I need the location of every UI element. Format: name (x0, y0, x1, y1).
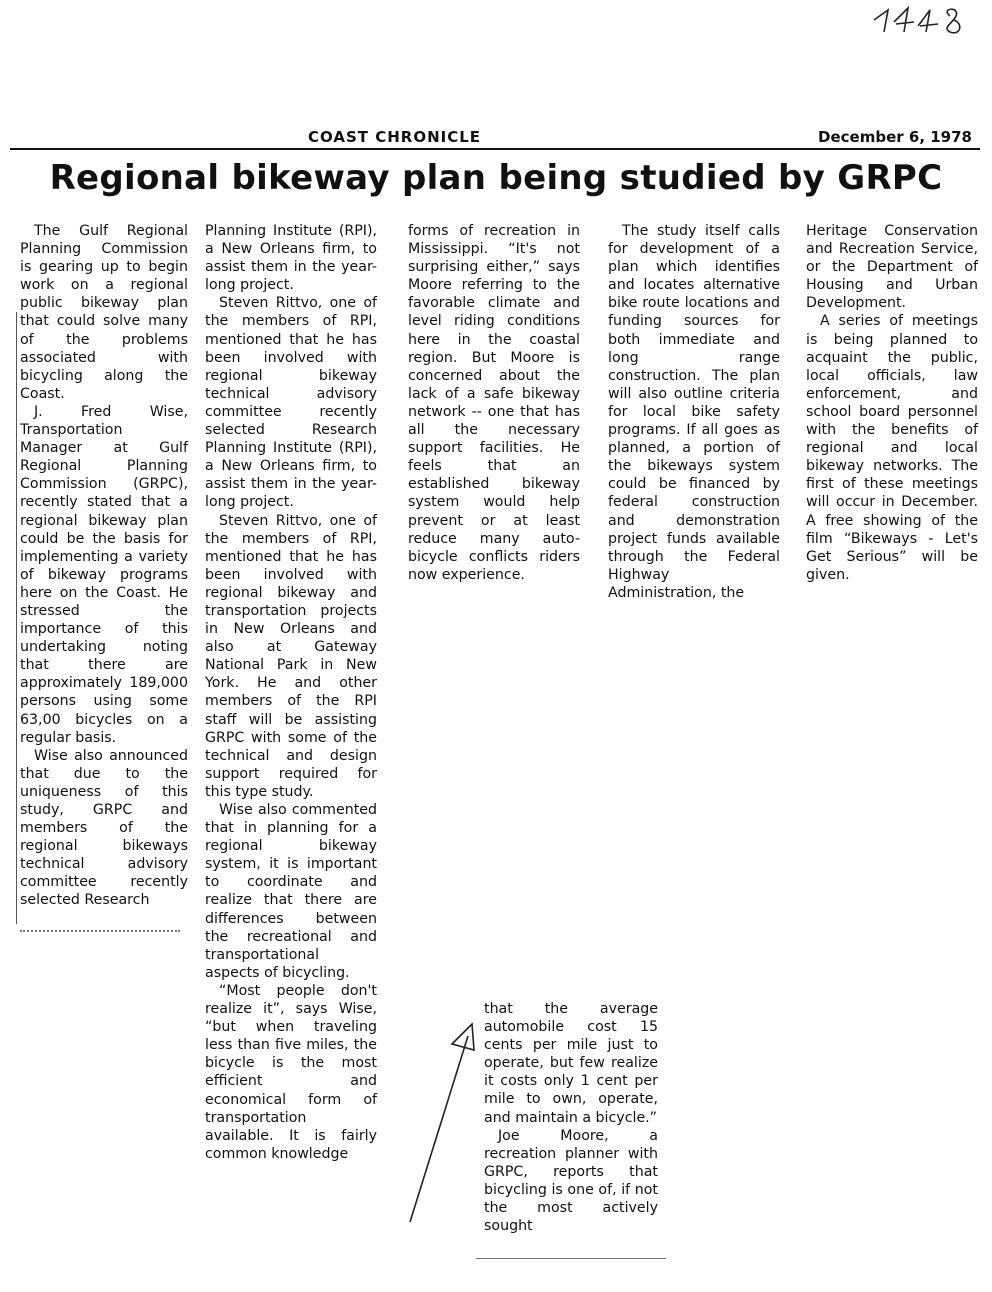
column-end-dots (20, 930, 180, 938)
article-column-2 (205, 222, 377, 1163)
handwritten-number-graphic (868, 2, 978, 36)
article-column-4 (608, 222, 780, 602)
column-margin-line (16, 312, 17, 924)
paragraph: “Most people don't realize it”, says Wise, “but when traveling less than five miles, the bicycle is the most efficient and economical form of transportation available. It is fairly common knowledge (205, 982, 377, 1162)
paragraph: Wise also commented that in planning for a regional bikeway system, it is important to coordinate and realize that there are differences between the recreational and transportational aspects of bicycling. (205, 802, 377, 981)
paragraph: J. Fred Wise, Transportation Manager at Gulf Regional Planning Commission (GRPC), recently stated that a regional bikeway plan could be the basis for implementing a variety of bikeway programs here on the Coast. He stressed the importance of this undertaking noting that there are approximately 189,000 persons using some 63,00 bicycles on a regular basis. (20, 403, 188, 746)
article-column-3 (408, 222, 580, 584)
paragraph: Steven Rittvo, one of the members of RPI, mentioned that he has been involved with regional bikeway technical advisory committee recently selected Research Planning Institute (RPI), a New Orleans firm, to assist them in the year-long project. (205, 295, 377, 511)
paragraph: Joe Moore, a recreation planner with GRPC, reports that bicycling is one of, if not the most actively sought (484, 1127, 658, 1235)
masthead-rule (10, 148, 980, 150)
handwritten-arrow-icon (400, 1010, 490, 1230)
paragraph: Planning Institute (RPI), a New Orleans firm, to assist them in the year-long project. (205, 223, 377, 294)
newspaper-name: COAST CHRONICLE (308, 128, 482, 146)
article-column-continuation (484, 1000, 658, 1235)
article-column-1 (20, 222, 188, 910)
headline: Regional bikeway plan being studied by GRPC (49, 158, 943, 198)
masthead (0, 128, 992, 150)
paragraph: A series of meetings is being planned to acquaint the public, local officials, law enforcement, and school board personnel with the benefits of regional and local bikeway networks. The first of these meetings will occur in December. A free showing of the film “Bikeways - Let's Get Serious” will be given. (806, 313, 978, 583)
article-column-5 (806, 222, 978, 584)
paragraph: that the average automobile cost 15 cents per mile just to operate, but few realize it costs only 1 cent per mile to own, operate, and maintain a bicycle.” (484, 1001, 658, 1126)
publication-date: December 6, 1978 (818, 128, 972, 146)
paragraph: Heritage Conservation and Recreation Service, or the Department of Housing and Urban Development. (806, 223, 978, 312)
clipping-edge-line (476, 1258, 666, 1259)
paragraph: Steven Rittvo, one of the members of RPI, mentioned that he has been involved with regional bikeway and transportation projects in New Orleans and also at Gateway National Park in New York. He and other members of the RPI staff will be assisting GRPC with some of the technical and design support required for this type study. (205, 512, 377, 800)
paragraph: forms of recreation in Mississippi. “It's not surprising either,” says Moore referring to the favorable climate and level riding conditions here in the coastal region. But Moore is concerned about the lack of a safe bikeway network -- one that has all the necessary support facilities. He feels that an established bikeway system would help prevent or at least reduce many auto-bicycle conflicts riders now experience. (408, 223, 580, 583)
paragraph: Wise also announced that due to the uniqueness of this study, GRPC and members of the regional bikeways technical advisory committee recently selected Research (20, 747, 188, 909)
paragraph: The Gulf Regional Planning Commission is gearing up to begin work on a regional public bikeway plan that could solve many of the problems associated with bicycling along the Coast. (20, 223, 188, 402)
paragraph: The study itself calls for development of a plan which identifies and locates alternative bike route locations and funding sources for both immediate and long range construction. The plan will also outline criteria for local bike safety programs. If all goes as planned, a portion of the bikeways system could be financed by federal construction and demonstration project funds available through the Federal Highway Administration, the (608, 223, 780, 601)
handwritten-archive-number (868, 2, 978, 36)
